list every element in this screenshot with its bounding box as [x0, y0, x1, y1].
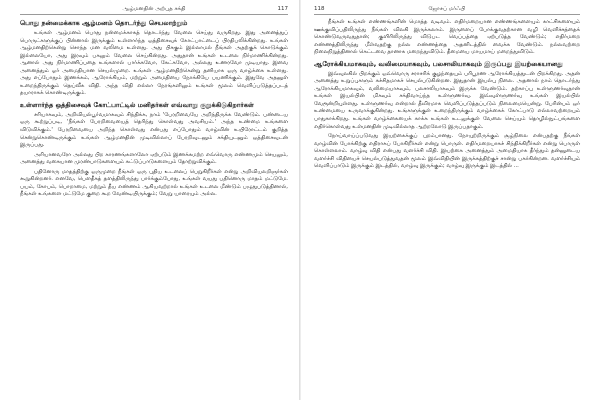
- paragraph: உங்கள் ஆழ்மனம் பொது நன்மைக்காகத் தொடர்ந்து வேலை செய்து வருகிறது. இது அனைத்துப் பொருட்களுக்குப் பின்னால் இருக்கும் உள்ளார்ந்த ஒத்திசைவுக் கோட்பாட்டைப் பிரதிபலிக்கின்றது. உங்கள் ஆழ்மனதிற்கென்று சொந்த மன வலிமை உள்ளது. அது பிசகும் இல்லாமல் நீங்கள் அதற்குக் கொடுக்கும் இல்லையோ, அது இரவும் பகலும் வேலை செய்கின்றது. அதுதான் உங்கள் உடலை நிர்மாணிக்கின்றது. ஆனால் அது நிர்மாணிப்பதை உங்களால் பார்க்கவோ, கேட்கவோ, அல்லது உணரவோ முடியாது. இவை அனைத்தும் ஓர் அமைதியான செயல்முறை. உங்கள் ஆழ்மனதிற்கென்று தனியாக ஒரு வாழ்க்கை உள்ளது. அது எப்போதும் இணக்கம், ஆரோக்கியம், மற்றும் அமைதியை நோக்கியே பயணிக்கும். இதுவே அதனுள் உறைந்திருக்கும் தெய்வீக விதி. அந்த விதி எல்லா நேரங்களிலும் உங்கள் மூலம் வெளிப்படுத்தப்படத் தயாராகக் கொண்டிருக்கும்.: [20, 30, 288, 97]
- paragraph: நீங்கள் உங்கள் எண்ணங்களின் மொத்த வடிவம். எதிர்மறையான எண்ணங்களையும் காட்சிகளையும் ஊக்குவிப்பதிலிருந்து நீங்கள் விலகி இருக்கலாம். இருளைப் போக்குவதற்கான வழி வெளிச்சத்தைக் கொண்டுவருவதுதான்; குளிரிலிருந்து விடுபட வெப்பத்தை ஏற்படுத்த வேண்டும்; எதிர்மறை எண்ணத்திலிருந்து மீள்வதற்கு நல்ல எண்ணத்தை அதனிடத்தில் வைக்க வேண்டும். நல்லவற்றை நிலைநிறுத்தினால் கெட்டவை தானாக மறைந்துவிடும். தீமையை மாயமாய் மறைந்துவிடும்.: [314, 19, 580, 56]
- left-running-head-title: ஆழ்மனதின் அற்புத சக்தி: [122, 6, 186, 12]
- paragraph: இவ்வுலகில் பிறக்கும் ஒவ்வொரு சராசரிக் குழந்தையும் பரிபூரண ஆரோக்கியத்துடன் பிறக்கிறது. அதன் அனைத்து உறுப்புகளும் கச்சிதமாகச் செயல்படுகின்றன. இதுதான் இயல்பு நிலை. அதனால் நாம் தொடர்ந்து ஆரோக்கியமாகவும், வலிமையாகவும், பலசாலியாகவும் இருக்க வேண்டும். தற்காப்பு உள்ளுணர்வுதான் உங்கள் இயல்பின் மிகவும் சக்திவாய்ந்த உள்ளுணர்வு. இவ்வுள்ளுணர்வு உங்கள் இயல்பில் வேரூன்றியுள்ளது. உள்ளுணர்வு என்றால் தீவிரமாக வெளிப்படுத்தப்படும் நிலைமையென்று. பேரின்பம் ஒர் உண்மையை உருவாக்குகின்றது. உங்களுக்குள் உறைந்திருக்கும் வாழ்க்கைக் கோட்பாடு எல்லாவற்றையும் பாதுகாக்கிறது. உங்கள் வாழ்க்கையைக் காக்க உங்கள் உடலுக்குள் வேலை செய்யும் தொழில்நுட்பங்களை எதிர்கொள்வது உள்மனதின் முடிவில்லாத ஆற்றலோடு இருப்பதாகும்.: [314, 70, 580, 130]
- right-page: [300, 0, 600, 400]
- left-page-number: 117: [277, 6, 288, 12]
- section-heading-natural-health: ஆரோக்கியமாகவும், வலிமையாகவும், பலசாலியாகவும் இருப்பது இயற்கையானது: [314, 59, 563, 68]
- right-page-number: 118: [314, 6, 325, 12]
- paragraph: நோய்வாய்ப்படுவது இயற்கைக்குப் புறம்பானது. நோயுற்றிருக்கும் சூழ்நிலை என்பதற்கு நீங்கள் வாழ்வின் போக்கிற்கு எதிராகப் போகிறீர்கள் என்று பொருள். எதிர்மறையாகச் சிந்திக்கிறீர்கள் என்று பொருள் கொள்ளலாம். வாழ்வு விதி என்பது வளர்ச்சி விதி. இயற்கை அனைத்தும் அமைதியாக தீர்ந்தும் தன்னுடைய வளர்ச்சி விதியைச் செயல்படுத்துவதன் மூலம் இவ்விதியின் இருக்கத்திற்குச் சான்று பகர்கின்றன. வளர்ச்சியும் வெளிப்பாடும் இருக்கும் இடத்தில், வாழ்வு இருக்கும்; வாழ்வு இருக்கும் இடத்தில் ...: [314, 133, 580, 170]
- left-running-head: [20, 4, 288, 15]
- paragraph: சரியாகவும், அறிவியல்பூர்வமாகவும் சிந்திக்க, நாம் 'பேரறிவையே அறிந்திருக்க வேண்டும். பண்டைய ஒரு கூற்றுப்படி, 'நீங்கள் பேரறிவையைத் தெரிந்து கொள்வது அவசியம்.' அந்த உண்மை உங்களை விடுவிக்கும்.' பேரறிவையை அறிந்த கொள்வது என்பது எப்போதும் வாழ்வின் உயிரோட்டம் குறித்த சென்றுகொண்டிருக்கும் உங்கள் ஆழ்மனதின் முடிவில்லாப் பேரறிவுடனும் சக்தியுடனும் ஒத்திசைவுடன் இருப்பது.: [20, 111, 288, 149]
- right-running-head-title: ஜோசப் மர்ஃபி: [428, 6, 466, 12]
- section-heading-interference: உள்ளார்ந்த ஒத்திசைவுக் கோட்பாட்டில் மனிதர்கள் எவ்வாறு குறுக்கிடுகிறார்கள்: [20, 100, 254, 109]
- paragraph: அரியானவரோ அல்லது பிற காரணங்களாலோ ஏற்படும் இணக்கமற்ற எவ்வொரு எண்ணமும் செயலும், அனைத்து வகையான முரண்பாடுகளையும் கட்டுப்பாடுகளையும் தோற்றுவிக்கும்.: [20, 151, 288, 166]
- right-running-head: [314, 4, 580, 15]
- paragraph: பதினோரு மாதத்திற்கு ஒருமுறை நீங்கள் ஒரு புதிய உடலைப் பெறுகிறீர்கள் என்று அறிவியலறிஞர்கள் கூறுகின்றனர். எனவே, பௌதீகத் தளத்திலிருந்து பார்க்கும்போது, உங்கள் வயது பதினொரு மாதம் மட்டுமே. பயம், கோபம், பொறாமை, மற்றும் தீய எண்ணம் ஆகியவற்றால் உங்கள் உடலை மீண்டும் பழுதுபடுத்தினால், நீங்கள் உங்களை மட்டுமே குறை கூற வேண்டியிருக்கும்; வேறு யாரையும் அல்ல.: [20, 168, 288, 198]
- section-heading-general-good: பொது நன்மைக்காக ஆழ்மனம் தொடர்ந்து செயலாற்றும்: [20, 19, 188, 27]
